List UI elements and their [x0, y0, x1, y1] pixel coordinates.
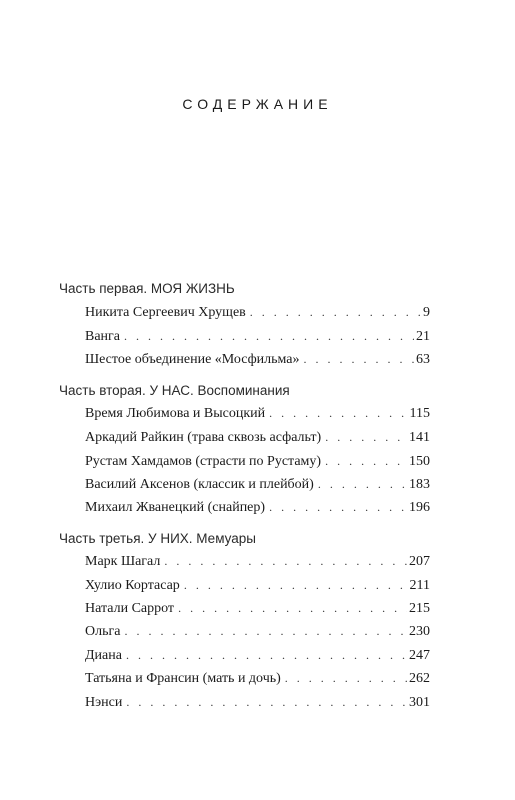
toc-entry[interactable] [85, 477, 430, 497]
toc-entry[interactable] [85, 624, 430, 644]
part-heading-2: Часть вторая. У НАС. Воспоминания [59, 383, 290, 398]
toc-entry-page: 207 [409, 554, 430, 569]
leader-dots [285, 671, 407, 686]
part-heading-3: Часть третья. У НИХ. Мемуары [59, 531, 256, 546]
toc-entry-title: Натали Саррот [85, 601, 175, 616]
toc-entry[interactable] [85, 695, 430, 715]
toc-entry-page: 115 [409, 406, 430, 421]
toc-entry[interactable] [85, 352, 430, 372]
leader-dots [269, 406, 407, 421]
leader-dots [126, 648, 407, 663]
toc-entry-page: 183 [409, 477, 430, 492]
toc-entry-title: Ванга [85, 329, 120, 344]
toc-entry[interactable] [85, 554, 430, 574]
toc-entry-page: 262 [409, 671, 430, 686]
leader-dots [325, 430, 407, 445]
toc-entry[interactable] [85, 601, 430, 621]
toc-entry-title: Время Любимова и Высоцкий [85, 406, 266, 421]
leader-dots [184, 578, 408, 593]
toc-entry-title: Никита Сергеевич Хрущев [85, 305, 246, 320]
toc-entry-page: 196 [409, 500, 430, 515]
toc-entry-title: Татьяна и Франсин (мать и дочь) [85, 671, 281, 686]
toc-entry[interactable] [85, 671, 430, 691]
leader-dots [304, 352, 414, 367]
toc-entry-title: Нэнси [85, 695, 123, 710]
toc-entry-title: Аркадий Райкин (трава сквозь асфальт) [85, 430, 322, 445]
toc-entry[interactable] [85, 648, 430, 668]
toc-entry-page: 21 [416, 329, 430, 344]
toc-entry-title: Рустам Хамдамов (страсти по Рустаму) [85, 454, 322, 469]
toc-entry-page: 215 [409, 601, 430, 616]
toc-entry-title: Ольга [85, 624, 121, 639]
toc-entry-page: 141 [409, 430, 430, 445]
leader-dots [269, 500, 407, 515]
leader-dots [124, 329, 414, 344]
leader-dots [250, 305, 421, 320]
toc-entry-title: Марк Шагал [85, 554, 161, 569]
toc-entry[interactable] [85, 500, 430, 520]
toc-entry-title: Михаил Жванецкий (снайпер) [85, 500, 266, 515]
leader-dots [126, 695, 407, 710]
part-heading-1: Часть первая. МОЯ ЖИЗНЬ [59, 281, 235, 296]
toc-title: СОДЕРЖАНИЕ [182, 96, 333, 112]
toc-entry-title: Шестое объединение «Мосфильма» [85, 352, 300, 367]
toc-entry[interactable] [85, 454, 430, 474]
toc-entry-page: 150 [409, 454, 430, 469]
toc-entry[interactable] [85, 329, 430, 349]
toc-entry[interactable] [85, 430, 430, 450]
toc-entry-page: 63 [416, 352, 430, 367]
toc-entry[interactable] [85, 578, 430, 598]
toc-entry-title: Хулио Кортасар [85, 578, 180, 593]
toc-entry-title: Василий Аксенов (классик и плейбой) [85, 477, 314, 492]
leader-dots [178, 601, 407, 616]
toc-entry-page: 230 [409, 624, 430, 639]
toc-entry-page: 301 [409, 695, 430, 710]
toc-entry-title: Диана [85, 648, 122, 663]
toc-entry[interactable] [85, 305, 430, 325]
toc-entry-page: 211 [409, 578, 430, 593]
toc-entry[interactable] [85, 406, 430, 426]
leader-dots [318, 477, 407, 492]
toc-entry-page: 9 [423, 305, 430, 320]
leader-dots [124, 624, 407, 639]
toc-entry-page: 247 [409, 648, 430, 663]
leader-dots [164, 554, 407, 569]
leader-dots [325, 454, 407, 469]
